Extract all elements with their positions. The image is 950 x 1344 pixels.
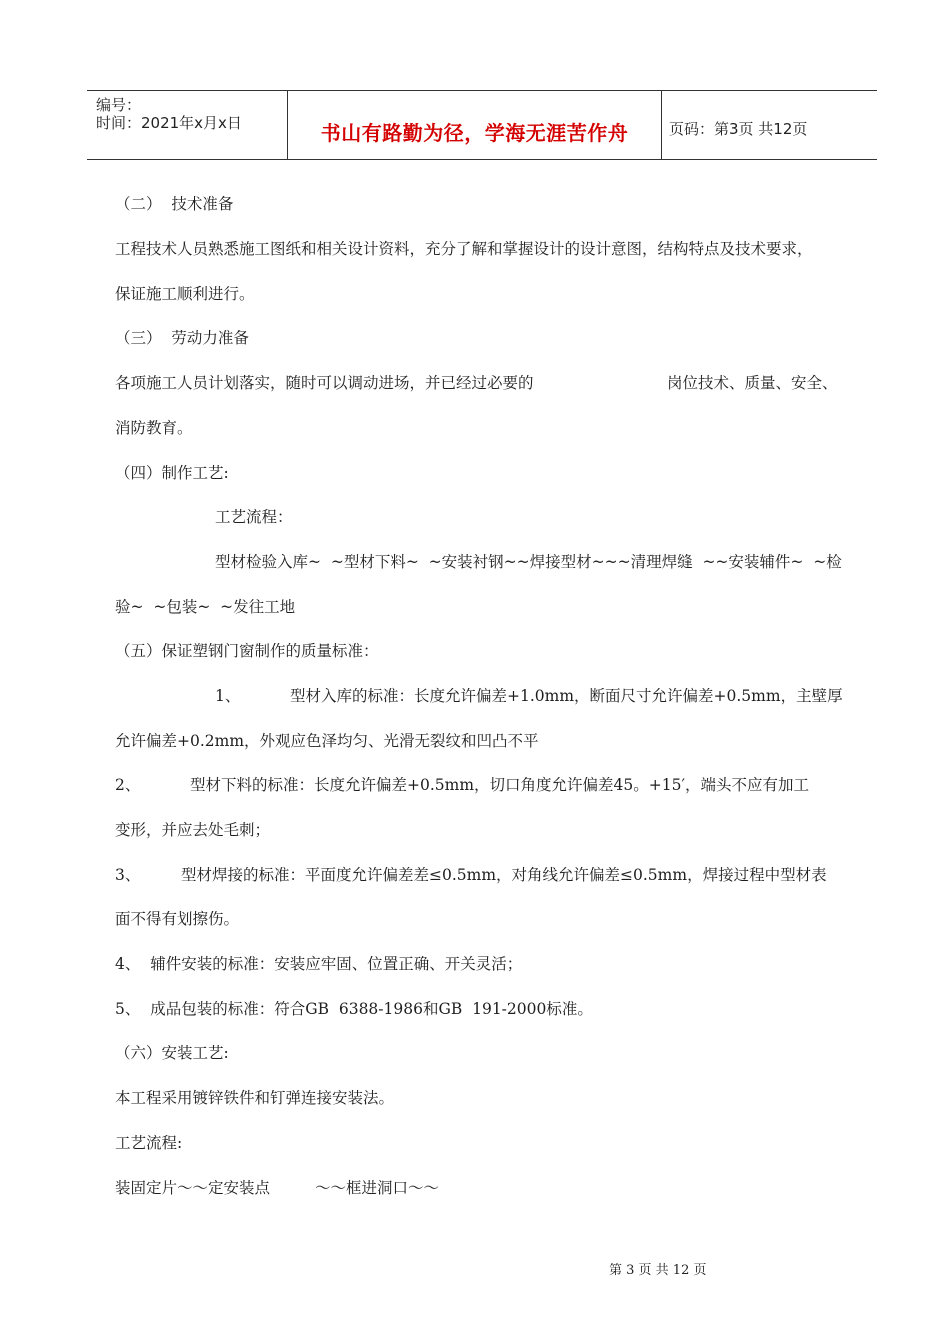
- document-number-label: 编号：: [96, 96, 142, 114]
- section-heading-labor: （三） 劳动力准备: [115, 329, 249, 347]
- list-item-text: 5、 成品包装的标准：符合GB 6388-1986和GB 191-2000标准。: [115, 1000, 593, 1018]
- list-item-text: 允许偏差+0.2mm，外观应色泽均匀、光滑无裂纹和凹凸不平: [115, 732, 539, 750]
- paragraph-line: 工程技术人员熟悉施工图纸和相关设计资料，充分了解和掌握设计的设计意图，结构特点及技术要求，: [115, 240, 813, 258]
- list-item-number: 3、: [115, 866, 141, 884]
- header-motto-cell: [288, 91, 662, 159]
- paragraph-line: 保证施工顺利进行。: [115, 285, 255, 303]
- document-time-label: 时间：2021年x月x日: [96, 114, 242, 132]
- list-item-text: 型材入库的标准：长度允许偏差+1.0mm，断面尺寸允许偏差+0.5mm，主壁厚: [290, 687, 843, 705]
- page-footer-number: 第 3 页 共 12 页: [609, 1263, 707, 1278]
- paragraph-line: 消防教育。: [115, 419, 193, 437]
- header-page-number: 页码：第3页 共12页: [669, 120, 808, 138]
- flow-label: 工艺流程：: [215, 508, 293, 526]
- page-header: [87, 90, 877, 160]
- list-item-text: 4、 辅件安装的标准：安装应牢固、位置正确、开关灵活；: [115, 955, 523, 973]
- section-heading-tech: （二） 技术准备: [115, 195, 234, 213]
- list-item-text: 型材焊接的标准：平面度允许偏差差≤0.5mm，对角线允许偏差≤0.5mm，焊接过程中型材表: [181, 866, 827, 884]
- list-item-number: 2、: [115, 776, 141, 794]
- header-page-cell: [662, 91, 877, 159]
- flow-line: 型材检验入库~ ~型材下料~ ~安装衬钢~~焊接型材~~~清理焊缝 ~~安装辅件~ ~检: [215, 553, 842, 571]
- list-item-text: 型材下料的标准：长度允许偏差+0.5mm，切口角度允许偏差45。+15′，端头不应有加工: [190, 776, 809, 794]
- header-left-cell: [87, 91, 288, 159]
- section-heading-craft: （四）制作工艺:: [115, 464, 229, 482]
- list-item-text: 面不得有划擦伤。: [115, 910, 240, 928]
- list-item-text: 变形，并应去处毛刺；: [115, 821, 271, 839]
- section-heading-install: （六）安装工艺:: [115, 1044, 229, 1062]
- flow-line: 验~ ~包装~ ~发往工地: [115, 598, 296, 616]
- header-motto: 书山有路勤为径，学海无涯苦作舟: [320, 121, 629, 145]
- paragraph-line: 本工程采用镀锌铁件和钉弹连接安装法。: [115, 1089, 395, 1107]
- paragraph-line: 岗位技术、质量、安全、: [667, 374, 838, 392]
- flow-line: ～～框进洞口～～: [315, 1179, 440, 1197]
- list-item-number: 1、: [215, 687, 241, 705]
- flow-line: 装固定片～～定安装点: [115, 1179, 271, 1197]
- flow-label: 工艺流程:: [115, 1134, 183, 1152]
- section-heading-quality: （五）保证塑钢门窗制作的质量标准：: [115, 642, 379, 660]
- paragraph-line: 各项施工人员计划落实，随时可以调动进场，并已经过必要的: [115, 374, 534, 392]
